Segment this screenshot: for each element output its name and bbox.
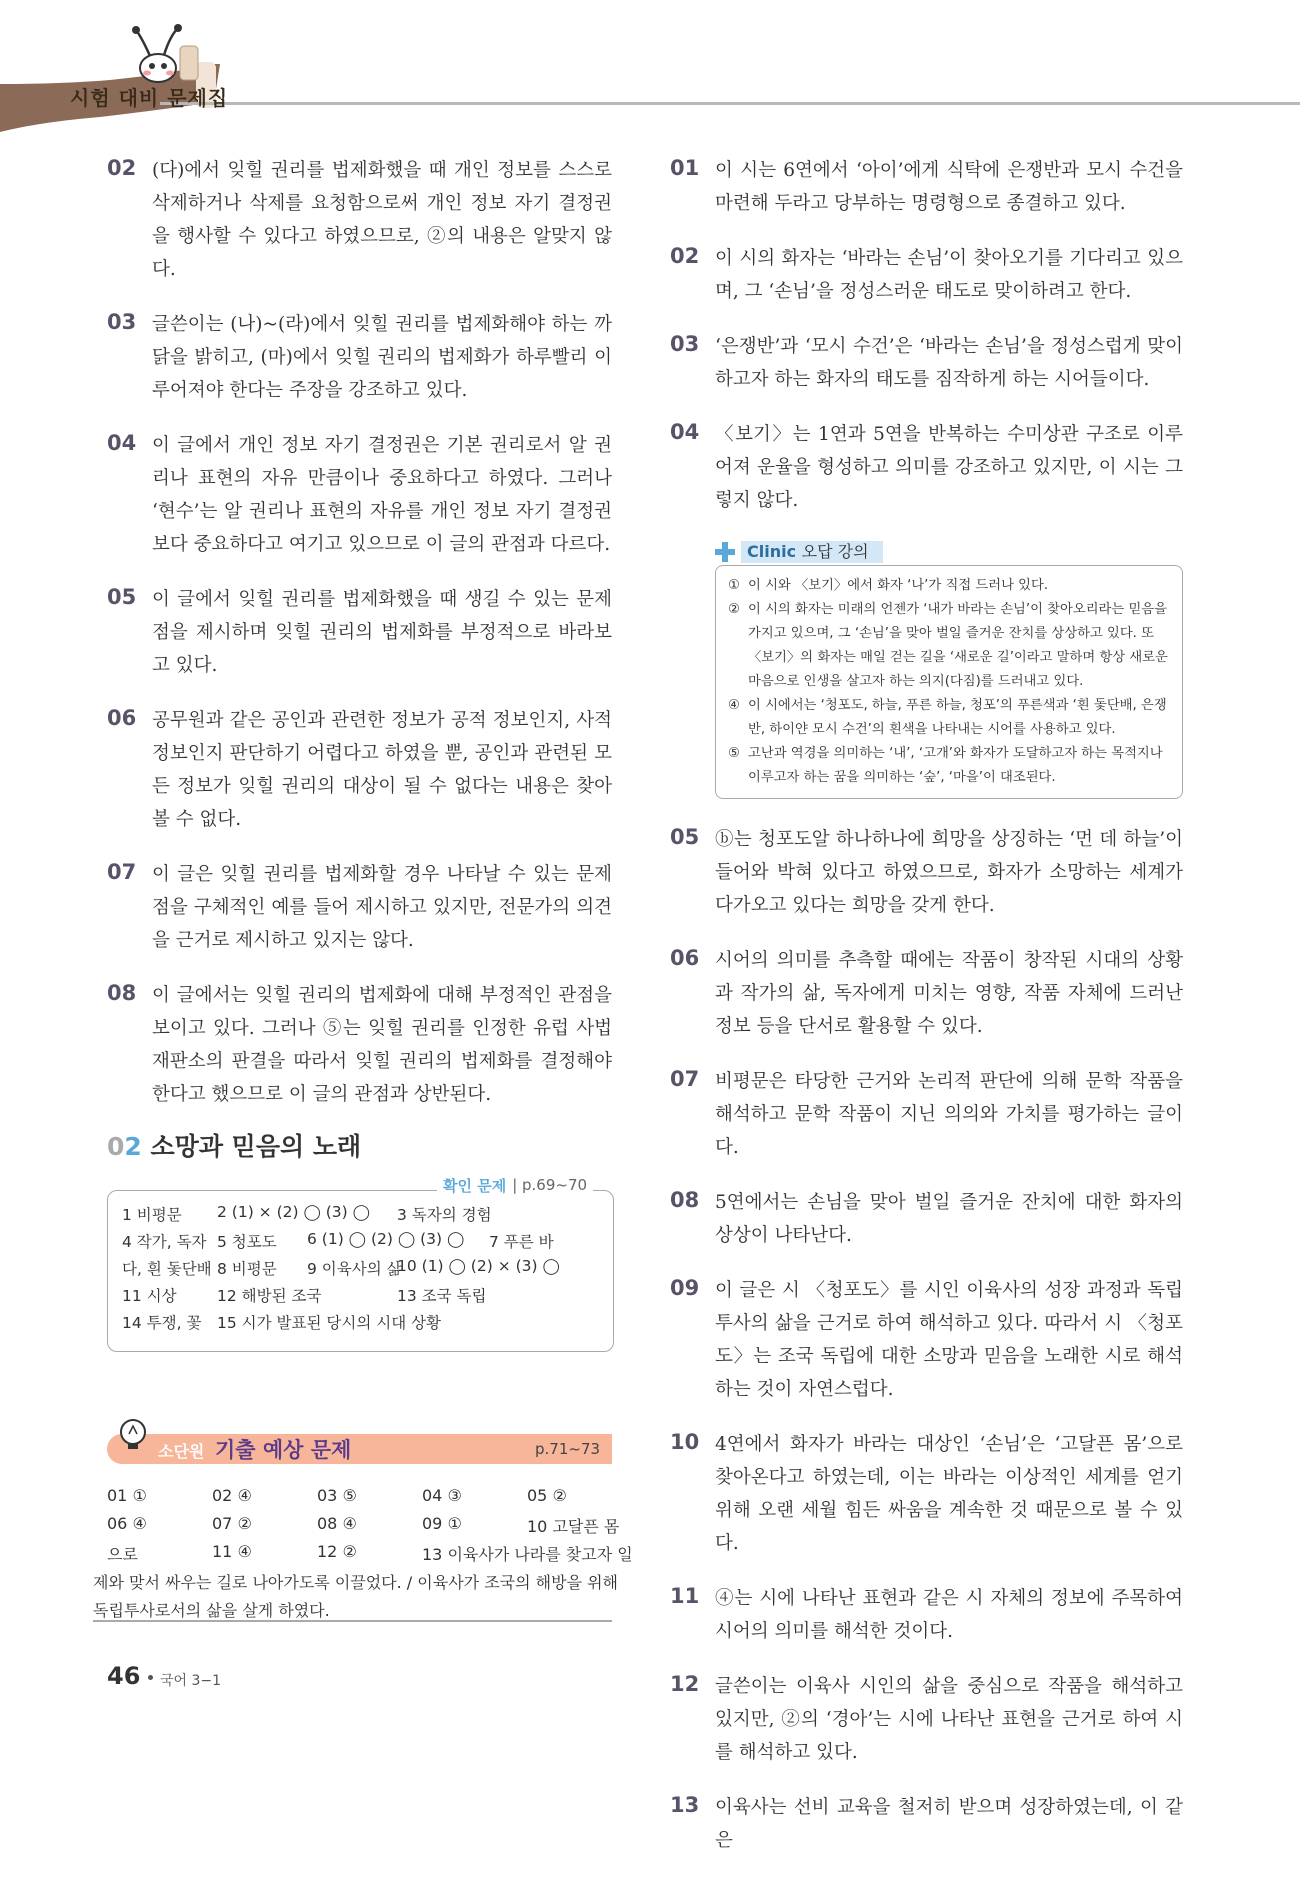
answer-item bbox=[107, 429, 612, 561]
item-number: 06 bbox=[107, 706, 137, 730]
subunit-cell: 02 ④ bbox=[212, 1486, 252, 1505]
item-text: 글쓴이는 (나)~(라)에서 잊힐 권리를 법제화해야 하는 까닭을 밝히고, (마)에서 잊힐 권리의 법제화가 하루빨리 이루어져야 한다는 주장을 강조하고 있다. bbox=[152, 314, 612, 401]
answer-cell: 8 비평문 bbox=[217, 1260, 277, 1278]
subunit-cell: 11 ④ bbox=[212, 1542, 252, 1561]
answer-item bbox=[107, 979, 612, 1111]
clinic-text: 고난과 역경을 의미하는 ‘내’, ‘고개’와 화자가 도달하고자 하는 목적지나 이루고자 하는 꿈을 의미하는 ‘숲’, ‘마을’이 대조된다. bbox=[748, 746, 1163, 785]
answer-cell: 2 (1) × (2) ◯ (3) ◯ bbox=[217, 1203, 370, 1221]
answer-item bbox=[670, 1428, 1183, 1560]
answer-cell: 3 독자의 경험 bbox=[397, 1206, 492, 1224]
subunit-cell: 09 ① bbox=[422, 1514, 462, 1533]
clinic-line bbox=[728, 598, 1170, 694]
answer-cell: 다, 흰 돛단배 bbox=[122, 1260, 212, 1278]
item-text: 이 글은 잊힐 권리를 법제화할 경우 나타날 수 있는 문제점을 구체적인 예를 들어 제시하고 있지만, 전문가의 의견을 근거로 제시하고 있지는 않다. bbox=[152, 864, 612, 951]
answer-cell: 9 이육사의 삶 bbox=[307, 1260, 402, 1278]
subunit-cell: 06 ④ bbox=[107, 1514, 147, 1533]
answer-cell: 13 조국 독립 bbox=[397, 1287, 487, 1305]
item-text: 공무원과 같은 공인과 관련한 정보가 공적 정보인지, 사적 정보인지 판단하기 어렵다고 하였을 뿐, 공인과 관련된 모든 정보가 잊힐 권리의 대상이 될 수 없다는 내용은 찾아볼 수 없다. bbox=[152, 710, 612, 830]
item-text: 이 시의 화자는 ‘바라는 손님’이 찾아오기를 기다리고 있으며, 그 ‘손님’을 정성스러운 태도로 맞이하려고 한다. bbox=[715, 248, 1183, 302]
answer-cell: 12 해방된 조국 bbox=[217, 1287, 322, 1305]
bottom-rule bbox=[93, 1620, 612, 1622]
answer-cell: 14 투쟁, 꽃 bbox=[122, 1314, 202, 1332]
clinic-mark: ⑤ bbox=[728, 746, 740, 761]
item-number: 03 bbox=[670, 332, 700, 356]
right-column bbox=[670, 154, 1183, 1879]
clinic-line bbox=[728, 742, 1170, 790]
answer-item bbox=[670, 330, 1183, 396]
item-text: 이 시는 6연에서 ‘아이’에게 식탁에 은쟁반과 모시 수건을 마련해 두라고 당부하는 명령형으로 종결하고 있다. bbox=[715, 160, 1183, 214]
clinic-text: 이 시와 〈보기〉에서 화자 ‘나’가 직접 드러나 있다. bbox=[748, 578, 1049, 593]
subunit-line: 제와 맞서 싸우는 길로 나아가도록 이끌었다. / 이육사가 조국의 해방을 위해 bbox=[93, 1573, 619, 1592]
answer-item bbox=[670, 1791, 1183, 1857]
item-number: 04 bbox=[670, 420, 700, 444]
subunit-cell: 01 ① bbox=[107, 1486, 147, 1505]
answer-item bbox=[670, 1670, 1183, 1769]
item-text: 글쓴이는 이육사 시인의 삶을 중심으로 작품을 해석하고 있지만, ②의 ‘경아’는 시에 나타난 표현을 근거로 하여 시를 해석하고 있다. bbox=[715, 1676, 1183, 1763]
subunit-title: 기출 예상 문제 bbox=[215, 1437, 352, 1462]
answer-cell: 15 시가 발표된 당시의 시대 상황 bbox=[217, 1314, 442, 1332]
header-label: 시험 대비 문제집 bbox=[70, 86, 229, 110]
clinic-header bbox=[715, 539, 1183, 565]
subunit-cell: 13 이육사가 나라를 찾고자 일 bbox=[422, 1545, 633, 1564]
subunit-line: 독립투사로서의 삶을 살게 하였다. bbox=[93, 1601, 330, 1620]
clinic-line bbox=[728, 574, 1170, 598]
answer-item bbox=[670, 1582, 1183, 1648]
header-rule bbox=[160, 102, 1300, 105]
subunit-page: p.71~73 bbox=[535, 1440, 601, 1458]
answer-item bbox=[670, 418, 1183, 517]
item-number: 03 bbox=[107, 310, 137, 334]
item-text: 5연에서는 손님을 맞아 벌일 즐거운 잔치에 대한 화자의 상상이 나타난다. bbox=[715, 1192, 1183, 1246]
clinic-mark: ② bbox=[728, 602, 740, 617]
section-title: 02 소망과 믿음의 노래 bbox=[107, 1132, 362, 1161]
item-number: 02 bbox=[107, 156, 137, 180]
answer-cell: 11 시상 bbox=[122, 1287, 177, 1305]
answer-item bbox=[107, 858, 612, 957]
lightbulb-icon bbox=[118, 1418, 148, 1454]
clinic-mark: ① bbox=[728, 578, 740, 593]
subunit-cell: 05 ② bbox=[527, 1486, 567, 1505]
subunit-cell: 03 ⑤ bbox=[317, 1486, 357, 1505]
answer-cell: 1 비평문 bbox=[122, 1206, 182, 1224]
subunit-cell: 04 ③ bbox=[422, 1486, 462, 1505]
item-text: 이 글에서는 잊힐 권리의 법제화에 대해 부정적인 관점을 보이고 있다. 그러나 ⑤는 잊힐 권리를 인정한 유럽 사법 재판소의 판결을 따라서 잊힐 권리의 법제화를 결정해야 한다고 했으므로 이 글의 관점과 상반된다. bbox=[152, 985, 612, 1105]
subunit-cell: 으로 bbox=[107, 1545, 138, 1564]
subunit-cell: 10 고달픈 몸 bbox=[527, 1517, 620, 1536]
clinic-title: Clinic 오답 강의 bbox=[741, 541, 883, 563]
item-text: 시어의 의미를 추측할 때에는 작품이 창작된 시대의 상황과 작가의 삶, 독자에게 미치는 영향, 작품 자체에 드러난 정보 등을 단서로 활용할 수 있다. bbox=[715, 950, 1183, 1037]
footer-dot bbox=[148, 1675, 153, 1680]
answer-cell: 4 작가, 독자 bbox=[122, 1233, 207, 1251]
item-number: 08 bbox=[107, 981, 137, 1005]
clinic-line bbox=[728, 694, 1170, 742]
item-text: 4연에서 화자가 바라는 대상인 ‘손님’은 ‘고달픈 몸’으로 찾아온다고 하였는데, 이는 바라는 이상적인 세계를 얻기 위해 오랜 세월 힘든 싸움을 계속한 것 때문으로 볼 수 있다. bbox=[715, 1434, 1183, 1554]
item-text: 이 글에서 잊힐 권리를 법제화했을 때 생길 수 있는 문제점을 제시하며 잊힐 권리의 법제화를 부정적으로 바라보고 있다. bbox=[152, 589, 612, 676]
subunit-cell: 08 ④ bbox=[317, 1514, 357, 1533]
item-number: 05 bbox=[107, 585, 137, 609]
answer-box-tag: 확인 문제 | p.69~70 bbox=[437, 1174, 593, 1196]
clinic-text: 이 시에서는 ‘청포도, 하늘, 푸른 하늘, 청포’의 푸른색과 ‘흰 돛단배, 은쟁반, 하이얀 모시 수건’의 흰색을 나타내는 시어를 사용하고 있다. bbox=[748, 698, 1167, 737]
answer-cell: 7 푸른 바 bbox=[489, 1233, 554, 1251]
answer-item bbox=[107, 308, 612, 407]
answer-item bbox=[670, 1186, 1183, 1252]
item-text: ⓑ는 청포도알 하나하나에 희망을 상징하는 ‘먼 데 하늘’이 들어와 박혀 있다고 하였으므로, 화자가 소망하는 세계가 다가오고 있다는 희망을 갖게 한다. bbox=[715, 829, 1183, 916]
item-number: 07 bbox=[670, 1067, 700, 1091]
page-number: 46 bbox=[107, 1662, 141, 1690]
subunit-cell: 07 ② bbox=[212, 1514, 252, 1533]
item-number: 08 bbox=[670, 1188, 700, 1212]
item-text: 이육사는 선비 교육을 철저히 받으며 성장하였는데, 이 같은 bbox=[715, 1797, 1183, 1851]
item-text: ‘은쟁반’과 ‘모시 수건’은 ‘바라는 손님’을 정성스럽게 맞이하고자 하는 화자의 태도를 짐작하게 하는 시어들이다. bbox=[715, 336, 1183, 390]
answer-cell: 5 청포도 bbox=[217, 1233, 277, 1251]
item-text: (다)에서 잊힐 권리를 법제화했을 때 개인 정보를 스스로 삭제하거나 삭제를 요청함으로써 개인 정보 자기 결정권을 행사할 수 있다고 하였으므로, ②의 내용은 알맞지 않다. bbox=[152, 160, 612, 280]
answer-item bbox=[670, 944, 1183, 1043]
answer-cell: 10 (1) ◯ (2) × (3) ◯ bbox=[397, 1257, 560, 1275]
clinic-text: 이 시의 화자는 미래의 언젠가 ‘내가 바라는 손님’이 찾아오리라는 믿음을 가지고 있으며, 그 ‘손님’을 맞아 벌일 즐거운 잔치를 상상하고 있다. 또 〈보기〉의 화자는 매일 걷는 길을 ‘새로운 길’이라고 말하며 항상 새로운 마음으로 인생을 살고자 하는 의지(다짐)를 드러내고 있다. bbox=[748, 602, 1168, 689]
item-number: 06 bbox=[670, 946, 700, 970]
answer-cell: 6 (1) ◯ (2) ◯ (3) ◯ bbox=[307, 1230, 465, 1248]
answer-item bbox=[670, 1274, 1183, 1406]
answer-item bbox=[670, 242, 1183, 308]
clinic-body bbox=[715, 565, 1183, 799]
subunit-label: 소단원 bbox=[158, 1442, 205, 1461]
item-number: 07 bbox=[107, 860, 137, 884]
answer-item bbox=[107, 704, 612, 836]
item-number: 04 bbox=[107, 431, 137, 455]
item-number: 13 bbox=[670, 1793, 700, 1817]
answer-item bbox=[670, 823, 1183, 922]
answer-item bbox=[107, 583, 612, 682]
subunit-cell: 12 ② bbox=[317, 1542, 357, 1561]
item-number: 02 bbox=[670, 244, 700, 268]
clinic-box bbox=[715, 539, 1183, 799]
answer-item bbox=[107, 154, 612, 286]
answer-item bbox=[670, 1065, 1183, 1164]
item-number: 12 bbox=[670, 1672, 700, 1696]
item-text: 〈보기〉는 1연과 5연을 반복하는 수미상관 구조로 이루어져 운율을 형성하고 의미를 강조하고 있지만, 이 시는 그렇지 않다. bbox=[715, 424, 1183, 511]
clinic-mark: ④ bbox=[728, 698, 740, 713]
item-number: 11 bbox=[670, 1584, 700, 1608]
item-text: 이 글은 시 〈청포도〉를 시인 이육사의 성장 과정과 독립투사의 삶을 근거로 하여 해석하고 있다. 따라서 시 〈청포도〉는 조국 독립에 대한 소망과 믿음을 노래한 시로 해석하는 것이 자연스럽다. bbox=[715, 1280, 1183, 1400]
answer-item bbox=[670, 154, 1183, 220]
item-number: 09 bbox=[670, 1276, 700, 1300]
item-number: 10 bbox=[670, 1430, 700, 1454]
item-number: 05 bbox=[670, 825, 700, 849]
item-number: 01 bbox=[670, 156, 700, 180]
mascot-icon bbox=[128, 18, 208, 88]
item-text: 이 글에서 개인 정보 자기 결정권은 기본 권리로서 알 권리나 표현의 자유 만큼이나 중요하다고 하였다. 그러나 ‘현수’는 알 권리나 표현의 자유를 개인 정보 자기 결정권보다 중요하다고 여기고 있으므로 이 글의 관점과 다르다. bbox=[152, 435, 612, 555]
plus-icon bbox=[715, 542, 735, 562]
book-title: 국어 3−1 bbox=[160, 1673, 222, 1689]
item-text: 비평문은 타당한 근거와 논리적 판단에 의해 문학 작품을 해석하고 문학 작품이 지닌 의의와 가치를 평가하는 글이다. bbox=[715, 1071, 1183, 1158]
left-column bbox=[107, 154, 612, 1133]
item-text: ④는 시에 나타난 표현과 같은 시 자체의 정보에 주목하여 시어의 의미를 해석한 것이다. bbox=[715, 1588, 1183, 1642]
